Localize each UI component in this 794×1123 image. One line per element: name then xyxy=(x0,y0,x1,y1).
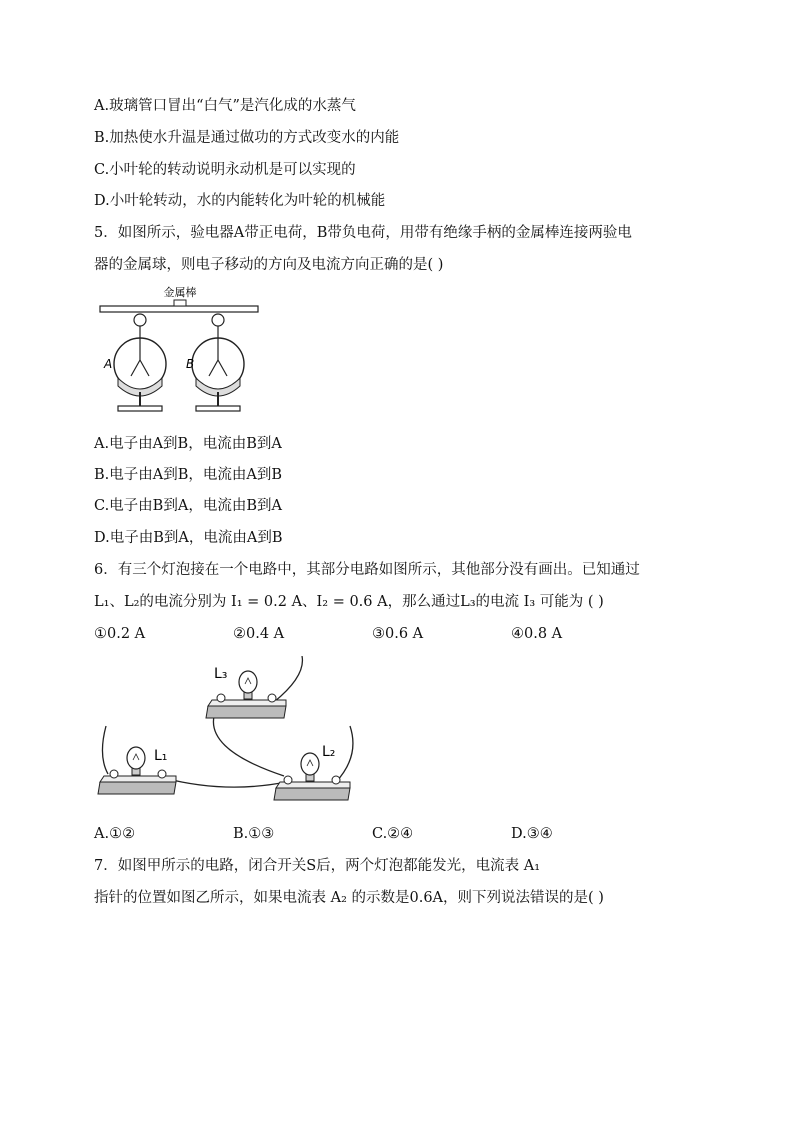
q6-choice-2: ②0.4 A xyxy=(233,626,285,642)
bulb-l3 xyxy=(206,666,286,718)
label-l1: L₁ xyxy=(154,748,168,764)
q4-option-c: C.小叶轮的转动说明永动机是可以实现的 xyxy=(94,162,356,178)
wire-l1-l2 xyxy=(164,778,286,787)
q6-option-d: D.③④ xyxy=(511,826,553,842)
q7-stem-line2: 指针的位置如图乙所示，如果电流表 A₂ 的示数是0.6A，则下列说法错误的是( ) xyxy=(94,890,604,906)
rod-label: 金属棒 xyxy=(163,286,197,299)
wire-top xyxy=(274,656,302,702)
label-b: B xyxy=(186,357,195,371)
q5-stem-line1: 5．如图所示，验电器A带正电荷，B带负电荷，用带有绝缘手柄的金属棒连接两验电 xyxy=(94,225,632,241)
rod-handle xyxy=(174,300,186,306)
wire-right xyxy=(336,726,353,782)
q5-stem-line2: 器的金属球，则电子移动的方向及电流方向正确的是( ) xyxy=(94,257,444,273)
metal-rod xyxy=(100,306,258,312)
q6-option-a: A.①② xyxy=(94,826,136,842)
q6-option-c: C.②④ xyxy=(372,826,414,842)
label-a: A xyxy=(104,357,113,371)
q6-choice-3: ③0.6 A xyxy=(372,626,424,642)
bulb-l2 xyxy=(274,744,350,800)
q6-stem-line1: 6．有三个灯泡接在一个电路中，其部分电路如图所示，其他部分没有画出。已知通过 xyxy=(94,562,640,578)
q6-choice-4: ④0.8 A xyxy=(511,626,563,642)
q6-stem-line2: L₁、L₂的电流分别为 I₁ = 0.2 A、I₂ = 0.6 A，那么通过L₃的电流 I₃ 可能为 ( ) xyxy=(94,594,604,610)
electroscope-figure xyxy=(98,282,260,424)
q7-stem-line1: 7．如图甲所示的电路，闭合开关S后，两个灯泡都能发光，电流表 A₁ xyxy=(94,858,541,874)
electroscope-b xyxy=(186,314,244,411)
q4-option-d: D.小叶轮转动，水的内能转化为叶轮的机械能 xyxy=(94,193,386,209)
q6-option-b: B.①③ xyxy=(233,826,275,842)
electroscope-a xyxy=(103,314,166,411)
wire-left xyxy=(102,726,108,774)
wire-l3-l2 xyxy=(213,710,284,776)
q4-option-b: B.加热使水升温是通过做功的方式改变水的内能 xyxy=(94,130,400,146)
label-l2: L₂ xyxy=(322,744,336,760)
q5-option-b: B.电子由A到B，电流由A到B xyxy=(94,467,283,483)
bulb-l1 xyxy=(98,747,176,794)
circuit-figure xyxy=(96,656,358,804)
q5-option-a: A.电子由A到B，电流由B到A xyxy=(94,436,282,452)
q5-option-d: D.电子由B到A，电流由A到B xyxy=(94,530,283,546)
q6-choice-1: ①0.2 A xyxy=(94,626,146,642)
label-l3: L₃ xyxy=(214,666,228,682)
q5-option-c: C.电子由B到A，电流由B到A xyxy=(94,498,282,514)
q4-option-a: A.玻璃管口冒出“白气”是汽化成的水蒸气 xyxy=(94,98,356,114)
